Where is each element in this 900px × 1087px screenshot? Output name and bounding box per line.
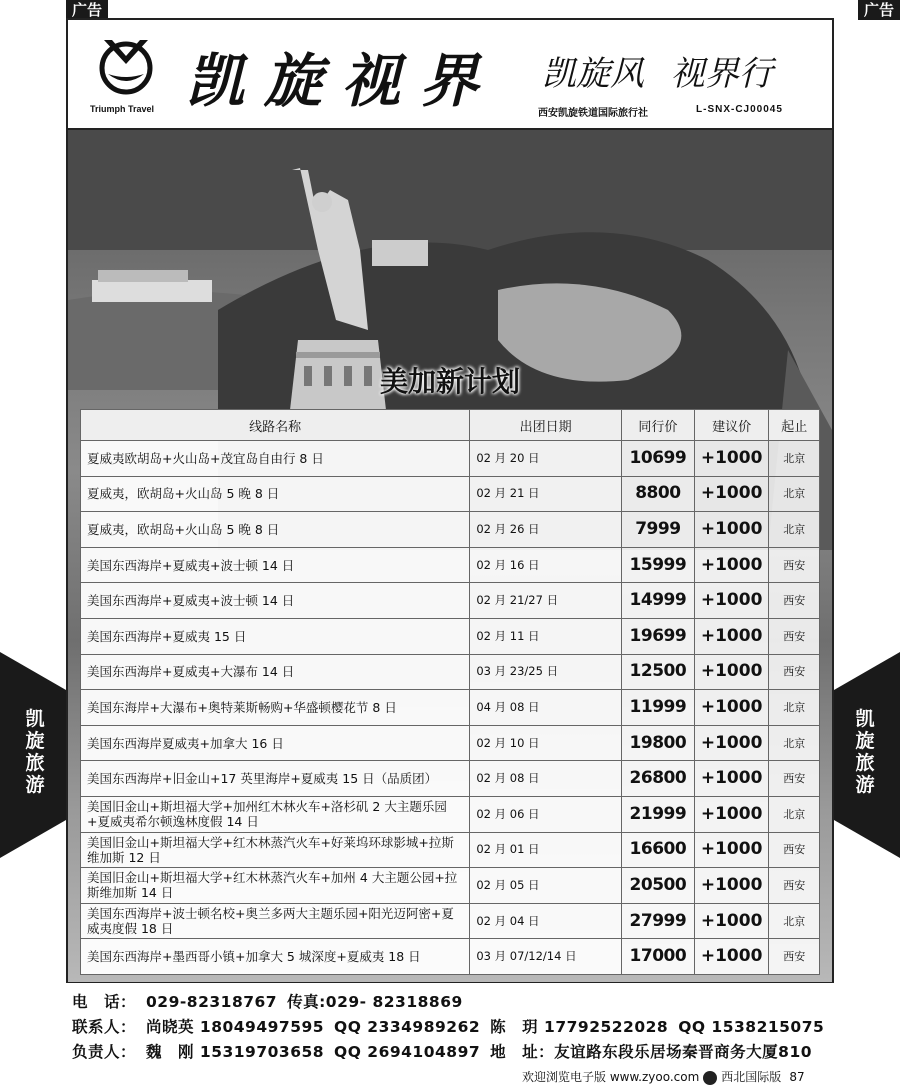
phone-number: 029-82318767: [146, 993, 278, 1011]
trade-price: 21999: [621, 796, 694, 832]
departure-city: 北京: [769, 725, 820, 761]
logo-english-name: Triumph Travel: [90, 104, 155, 114]
promo-title: 美加新计划: [379, 365, 520, 398]
route-name: 美国东西海岸+夏威夷+波士顿 14 日: [81, 547, 470, 583]
departure-city: 西安: [769, 654, 820, 690]
departure-date: 02 月 21/27 日: [470, 583, 622, 619]
side-banner-right-label: 凯旋旅游: [855, 708, 875, 796]
header-departure: 起止: [769, 410, 820, 441]
route-name: 美国东西海岸+夏威夷+波士顿 14 日: [81, 583, 470, 619]
route-name: 美国东海岸+大瀑布+奥特莱斯畅购+华盛顿樱花节 8 日: [81, 690, 470, 726]
agency-name: 西安凯旋铁道国际旅行社: [538, 108, 648, 119]
departure-city: 北京: [769, 796, 820, 832]
side-banner-left: [0, 652, 66, 858]
suggested-price: +1000: [694, 512, 769, 548]
departure-city: 北京: [769, 903, 820, 939]
trade-price: 19699: [621, 618, 694, 654]
table-row: [81, 476, 820, 512]
table-row: [81, 583, 820, 619]
table-row: [81, 512, 820, 548]
suggested-price: +1000: [694, 903, 769, 939]
contact-row: [72, 1015, 834, 1040]
departure-city: 西安: [769, 583, 820, 619]
departure-date: 03 月 07/12/14 日: [470, 939, 622, 975]
route-name: 夏威夷欧胡岛+火山岛+茂宜岛自由行 8 日: [81, 441, 470, 477]
manager-row: [72, 1040, 834, 1065]
license-number: L-SNX-CJ00045: [696, 104, 783, 115]
departure-city: 西安: [769, 832, 820, 868]
header-trade-price: 同行价: [621, 410, 694, 441]
departure-city: 北京: [769, 441, 820, 477]
table-row: [81, 796, 820, 832]
suggested-price: +1000: [694, 725, 769, 761]
brand-title: 凯旋视界: [186, 47, 499, 115]
departure-date: 02 月 20 日: [470, 441, 622, 477]
departure-city: 北京: [769, 690, 820, 726]
route-price-table: [80, 409, 820, 975]
trade-price: 7999: [621, 512, 694, 548]
suggested-price: +1000: [694, 796, 769, 832]
departure-city: 西安: [769, 547, 820, 583]
departure-city: 西安: [769, 868, 820, 904]
table-header-row: [81, 410, 820, 441]
route-name: 美国东西海岸+墨西哥小镇+加拿大 5 城深度+夏威夷 18 日: [81, 939, 470, 975]
route-name: 美国东西海岸+夏威夷+大瀑布 14 日: [81, 654, 470, 690]
footer-website-text: 欢迎浏览电子版 www.zyoo.com: [522, 1070, 700, 1084]
route-name: 夏威夷，欧胡岛+火山岛 5 晚 8 日: [81, 512, 470, 548]
contact-label: 联系人：: [72, 1018, 137, 1036]
suggested-price: +1000: [694, 761, 769, 797]
departure-city: 西安: [769, 761, 820, 797]
address-label: 地 址：: [490, 1043, 555, 1061]
table-row: [81, 903, 820, 939]
departure-city: 北京: [769, 476, 820, 512]
trade-price: 14999: [621, 583, 694, 619]
table-row: [81, 690, 820, 726]
table-row: [81, 725, 820, 761]
manager-qq: QQ 2694104897: [334, 1043, 481, 1061]
phone-label: 电 话：: [72, 993, 137, 1011]
suggested-price: +1000: [694, 654, 769, 690]
departure-city: 西安: [769, 939, 820, 975]
route-name: 美国旧金山+斯坦福大学+红木林蒸汽火车+好莱坞环球影城+拉斯维加斯 12 日: [81, 832, 470, 868]
departure-city: 西安: [769, 618, 820, 654]
table-row: [81, 547, 820, 583]
trade-price: 26800: [621, 761, 694, 797]
route-name: 美国东西海岸+旧金山+17 英里海岸+夏威夷 15 日（品质团）: [81, 761, 470, 797]
table-row: [81, 654, 820, 690]
trade-price: 16600: [621, 832, 694, 868]
trade-price: 11999: [621, 690, 694, 726]
departure-date: 02 月 05 日: [470, 868, 622, 904]
table-row: [81, 832, 820, 868]
contact-person-2: 陈 玥 17792522028: [490, 1018, 669, 1036]
trade-price: 15999: [621, 547, 694, 583]
departure-date: 02 月 11 日: [470, 618, 622, 654]
header-route: 线路名称: [81, 410, 470, 441]
trade-price: 20500: [621, 868, 694, 904]
table-row: [81, 618, 820, 654]
suggested-price: +1000: [694, 441, 769, 477]
route-name: 夏威夷，欧胡岛+火山岛 5 晚 8 日: [81, 476, 470, 512]
table-row: [81, 868, 820, 904]
route-name: 美国东西海岸夏威夷+加拿大 16 日: [81, 725, 470, 761]
departure-date: 04 月 08 日: [470, 690, 622, 726]
departure-date: 02 月 21 日: [470, 476, 622, 512]
fax-label: 传真:: [287, 993, 326, 1011]
suggested-price: +1000: [694, 868, 769, 904]
departure-date: 02 月 06 日: [470, 796, 622, 832]
route-name: 美国东西海岸+波士顿名校+奥兰多两大主题乐园+阳光迈阿密+夏威夷度假 18 日: [81, 903, 470, 939]
suggested-price: +1000: [694, 476, 769, 512]
side-banner-left-label: 凯旋旅游: [25, 708, 45, 796]
side-banner-right: [834, 652, 900, 858]
trade-price: 19800: [621, 725, 694, 761]
contact-qq-2: QQ 1538215075: [678, 1018, 825, 1036]
departure-date: 02 月 26 日: [470, 512, 622, 548]
triumph-logo-icon: [94, 34, 158, 98]
suggested-price: +1000: [694, 832, 769, 868]
route-name: 美国旧金山+斯坦福大学+加州红木林火车+洛杉矶 2 大主题乐园+夏威夷希尔顿逸林度假 14 日: [81, 796, 470, 832]
suggested-price: +1000: [694, 939, 769, 975]
ad-tag-right: 广告: [858, 0, 900, 20]
trade-price: 10699: [621, 441, 694, 477]
departure-date: 02 月 04 日: [470, 903, 622, 939]
ad-header: [68, 20, 832, 130]
header-suggested-price: 建议价: [694, 410, 769, 441]
manager-person: 魏 刚 15319703658: [146, 1043, 325, 1061]
route-name: 美国东西海岸+夏威夷 15 日: [81, 618, 470, 654]
departure-date: 02 月 01 日: [470, 832, 622, 868]
ad-tag-left: 广告: [66, 0, 108, 20]
route-name: 美国旧金山+斯坦福大学+红木林蒸汽火车+加州 4 大主题公园+拉斯维加斯 14 日: [81, 868, 470, 904]
phone-row: [72, 990, 834, 1015]
contact-person-1: 尚晓英 18049497595: [146, 1018, 325, 1036]
suggested-price: +1000: [694, 690, 769, 726]
address-text: 友谊路东段乐居场秦晋商务大厦810: [554, 1043, 813, 1061]
departure-date: 02 月 16 日: [470, 547, 622, 583]
table-row: [81, 939, 820, 975]
header-date: 出团日期: [470, 410, 622, 441]
trade-price: 8800: [621, 476, 694, 512]
page-footer: [522, 1068, 805, 1085]
trade-price: 27999: [621, 903, 694, 939]
table-row: [81, 441, 820, 477]
suggested-price: +1000: [694, 547, 769, 583]
contact-qq-1: QQ 2334989262: [334, 1018, 481, 1036]
departure-date: 02 月 10 日: [470, 725, 622, 761]
contact-block: [72, 990, 834, 1065]
publisher-logo-icon: [703, 1071, 717, 1085]
footer-edition: 西北国际版: [721, 1070, 782, 1084]
manager-label: 负责人：: [72, 1043, 137, 1061]
departure-city: 北京: [769, 512, 820, 548]
suggested-price: +1000: [694, 618, 769, 654]
fax-number: 029- 82318869: [325, 993, 463, 1011]
trade-price: 17000: [621, 939, 694, 975]
table-row: [81, 761, 820, 797]
page-number: 87: [789, 1070, 805, 1084]
trade-price: 12500: [621, 654, 694, 690]
suggested-price: +1000: [694, 583, 769, 619]
departure-date: 02 月 08 日: [470, 761, 622, 797]
slogan: 凯旋风 视界行: [542, 54, 773, 94]
departure-date: 03 月 23/25 日: [470, 654, 622, 690]
